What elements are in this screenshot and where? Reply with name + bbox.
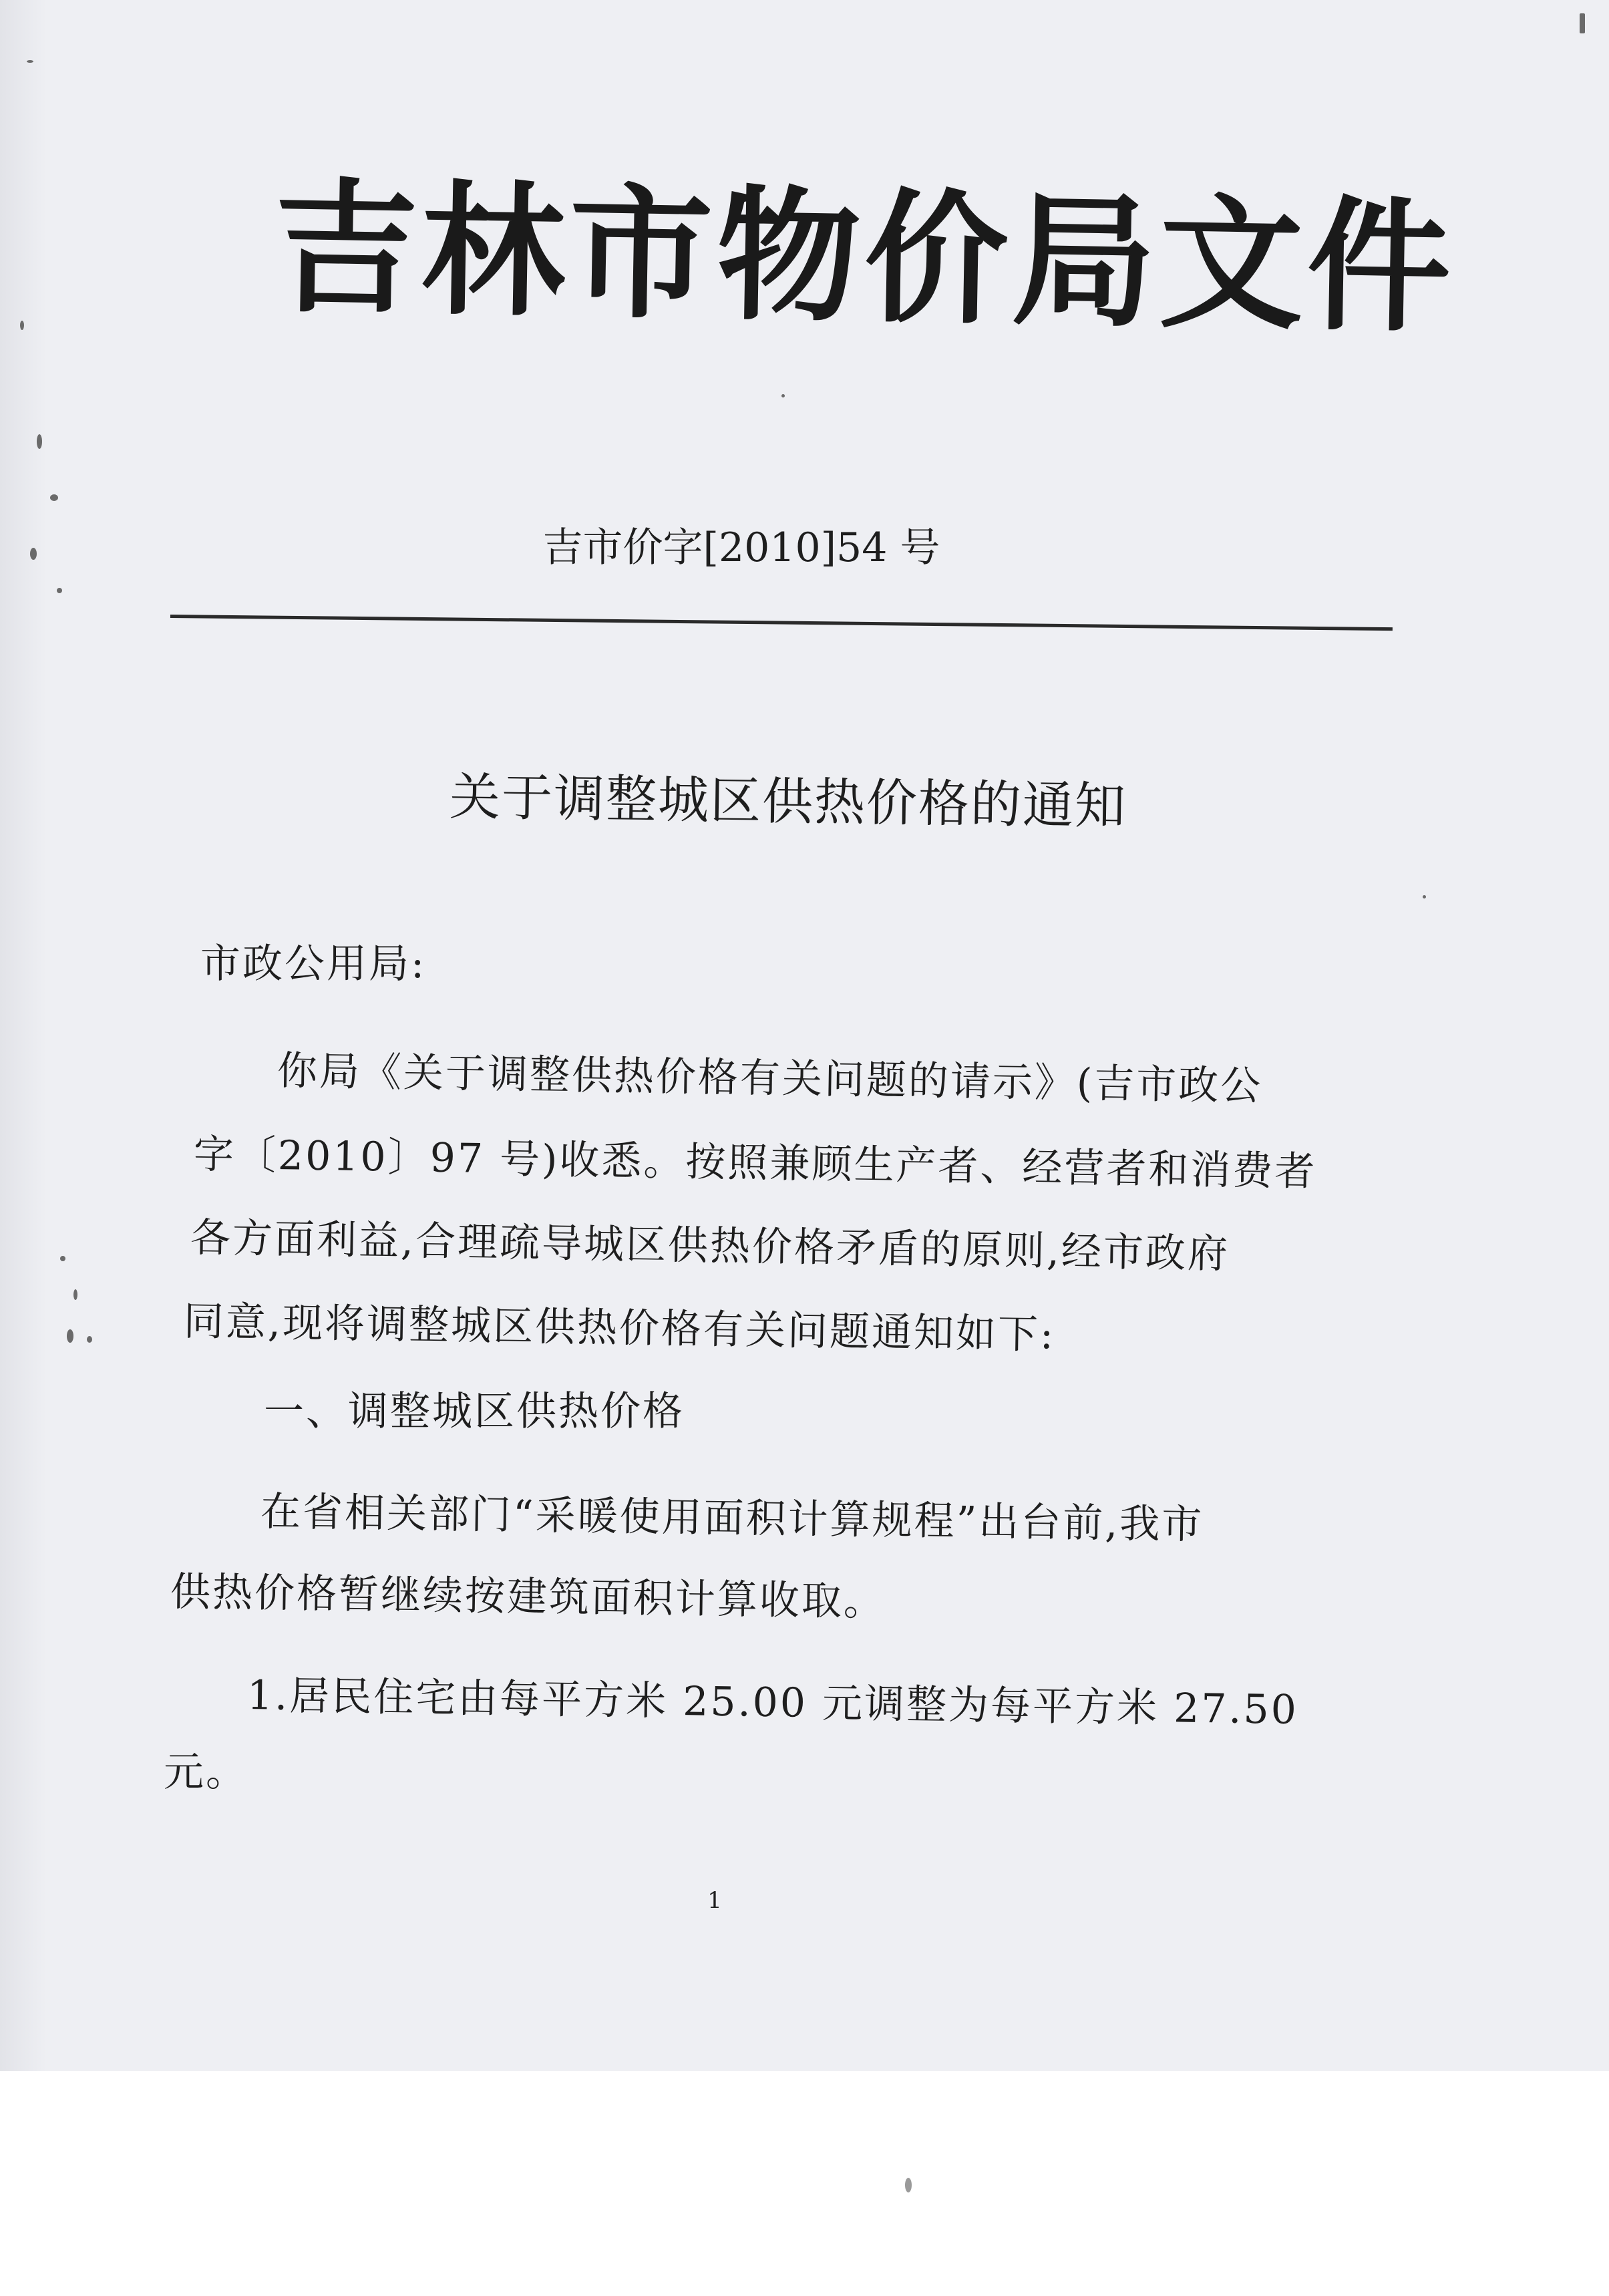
item-1-line-1: 1.居民住宅由每平方米 25.00 元调整为每平方米 27.50 [246, 1672, 1299, 1734]
document-header: 吉林市物价局文件 [272, 164, 1457, 353]
scan-edge-shadow [0, 0, 47, 2071]
scan-speck [30, 548, 37, 560]
scan-speck [905, 2178, 912, 2192]
scan-speck [60, 1256, 65, 1261]
paragraph-1-line-2: 字〔2010〕97 号)收悉。按照兼顾生产者、经营者和消费者 [193, 1131, 1317, 1196]
header-divider-rule [170, 615, 1393, 631]
item-1-line-2: 元。 [164, 1749, 248, 1796]
scan-speck [37, 434, 42, 449]
scan-speck [20, 321, 24, 330]
document-number: 吉市价字[2010]54 号 [542, 524, 940, 571]
addressee: 市政公用局: [200, 941, 427, 987]
paragraph-2-line-1: 在省相关部门“采暖使用面积计算规程”出台前,我市 [260, 1488, 1204, 1548]
section-1-heading: 一、调整城区供热价格 [264, 1388, 685, 1435]
scan-speck [50, 494, 58, 501]
paragraph-2-line-2: 供热价格暂继续按建筑面积计算收取。 [170, 1569, 886, 1625]
paragraph-1-line-3: 各方面利益,合理疏导城区供热价格矛盾的原则,经市政府 [190, 1214, 1230, 1278]
scan-speck [87, 1336, 92, 1343]
page-number: 1 [707, 1887, 722, 1914]
scan-speck [1423, 895, 1426, 898]
scan-speck [781, 394, 785, 397]
paragraph-1-line-4: 同意,现将调整城区供热价格有关问题通知如下: [183, 1298, 1056, 1359]
scan-speck [27, 60, 33, 63]
scan-speck [57, 588, 62, 593]
scan-speck [1580, 13, 1585, 33]
paragraph-1-line-1: 你局《关于调整供热价格有关问题的请示》(吉市政公 [277, 1047, 1263, 1110]
scan-speck [73, 1289, 77, 1300]
scan-speck [67, 1329, 73, 1343]
document-title: 关于调整城区供热价格的通知 [449, 766, 1127, 836]
